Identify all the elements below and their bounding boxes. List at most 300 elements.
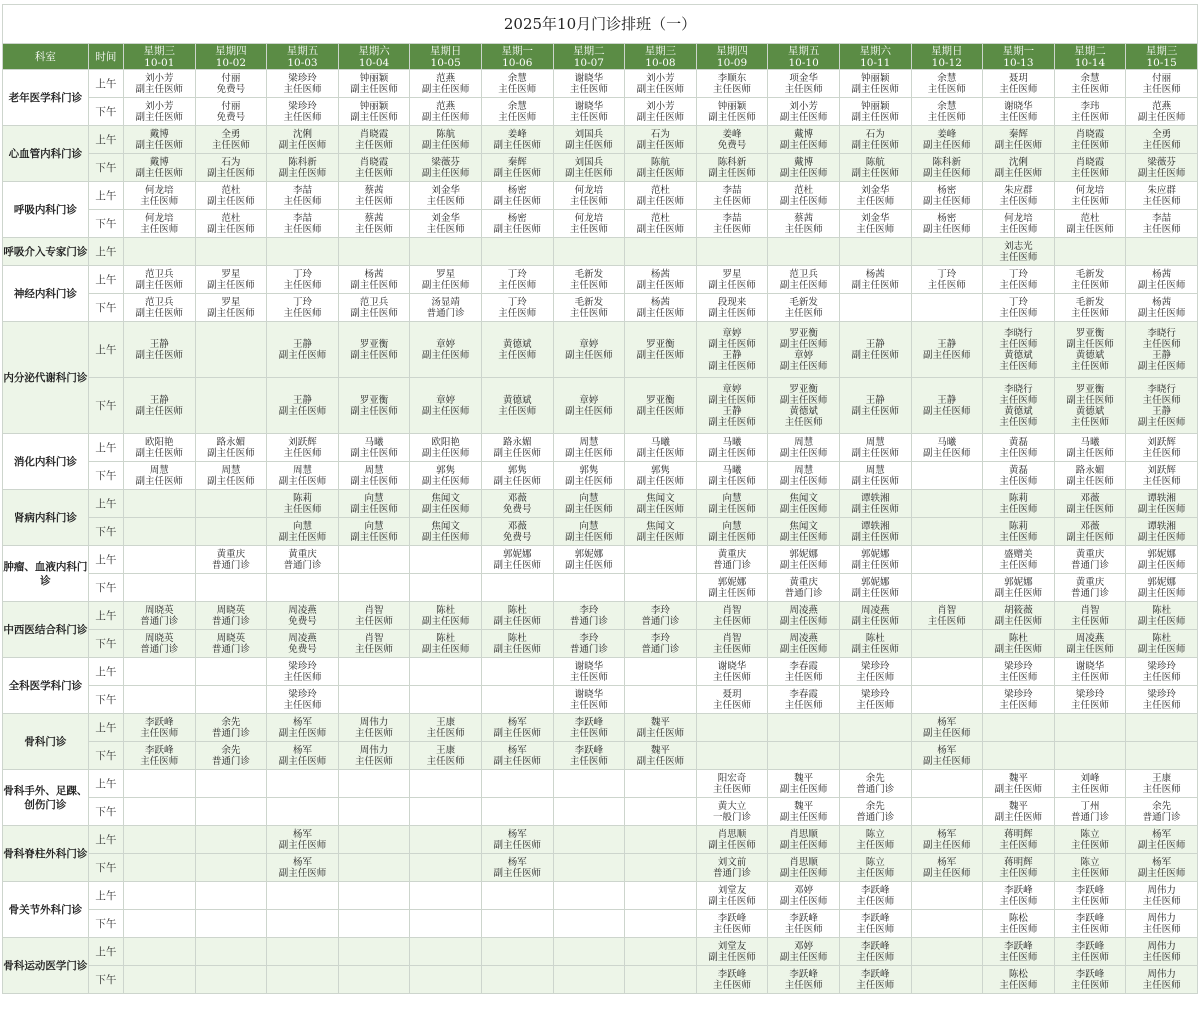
schedule-cell — [553, 266, 625, 294]
schedule-cell — [768, 266, 840, 294]
doctor-entry: 全勇 主任医师 — [1142, 128, 1181, 151]
header-weekday: 星期四 — [215, 44, 247, 57]
schedule-cell — [410, 910, 482, 938]
doctor-entry: 钟丽颖 副主任医师 — [851, 100, 899, 123]
doctor-entry: 罗亚衡 副主任医师 — [350, 394, 398, 417]
doctor-entry: 章婷 副主任医师 — [565, 338, 613, 361]
doctor-entry: 罗亚衡 副主任医师 — [636, 394, 685, 417]
schedule-cell — [553, 434, 625, 462]
header-weekday: 星期五 — [286, 44, 319, 57]
doctor-entry: 陈科新 副主任医师 — [278, 156, 327, 179]
schedule-cell — [195, 266, 267, 294]
doctor-entry: 郭妮娜 副主任医师 — [1137, 576, 1186, 599]
doctor-entry: 肖思顺 副主任医师 — [779, 856, 828, 879]
schedule-cell — [1054, 574, 1126, 602]
doctor-entry: 李跃峰 主任医师 — [569, 716, 608, 739]
schedule-cell — [1126, 966, 1198, 994]
schedule-cell — [1126, 70, 1198, 98]
schedule-cell — [983, 322, 1055, 378]
schedule-cell — [768, 294, 840, 322]
schedule-cell — [839, 434, 911, 462]
schedule-cell — [338, 490, 410, 518]
doctor-entry: 杨军 副主任医师 — [278, 744, 327, 767]
schedule-cell — [553, 686, 625, 714]
doctor-entry: 余先 普通门诊 — [856, 800, 895, 823]
schedule-cell — [195, 854, 267, 882]
schedule-cell — [983, 798, 1055, 826]
doctor-entry: 刘堂友 副主任医师 — [708, 940, 756, 963]
schedule-cell — [123, 266, 195, 294]
schedule-cell — [911, 378, 983, 434]
table-row — [3, 238, 1198, 266]
schedule-cell — [267, 966, 339, 994]
doctor-entry: 邓婷 副主任医师 — [779, 940, 828, 963]
schedule-cell — [1054, 742, 1126, 770]
doctor-entry: 邓薇 副主任医师 — [1066, 492, 1114, 515]
schedule-cell — [553, 882, 625, 910]
schedule-cell — [267, 126, 339, 154]
doctor-entry: 李跃峰 主任医师 — [140, 716, 179, 739]
header-day — [267, 44, 339, 70]
time-slot: 下午 — [88, 910, 123, 938]
doctor-entry: 黄重庆 普通门诊 — [283, 548, 322, 571]
schedule-cell — [481, 854, 553, 882]
schedule-cell — [553, 910, 625, 938]
header-date: 10-11 — [860, 56, 891, 69]
schedule-cell — [481, 966, 553, 994]
header-day — [195, 44, 267, 70]
schedule-cell — [267, 770, 339, 798]
doctor-entry: 丁州 普通门诊 — [1070, 800, 1109, 823]
schedule-cell — [338, 826, 410, 854]
doctor-entry: 朱应群 主任医师 — [999, 184, 1038, 207]
doctor-entry: 陈杜 副主任医师 — [1137, 604, 1186, 627]
table-row — [3, 714, 1198, 742]
doctor-entry: 肖晓霞 主任医师 — [355, 156, 394, 179]
schedule-cell — [1054, 882, 1126, 910]
schedule-cell — [1126, 770, 1198, 798]
doctor-entry: 范杜 副主任医师 — [636, 212, 685, 235]
schedule-cell — [911, 686, 983, 714]
doctor-entry: 杨茜 副主任医师 — [1137, 296, 1186, 319]
schedule-cell — [553, 154, 625, 182]
schedule-cell — [267, 798, 339, 826]
header-date: 10-09 — [716, 56, 748, 69]
schedule-cell — [911, 770, 983, 798]
doctor-entry: 李春霞 主任医师 — [784, 660, 823, 683]
doctor-entry: 肖智 主任医师 — [355, 604, 394, 627]
schedule-cell — [123, 574, 195, 602]
schedule-cell — [123, 518, 195, 546]
schedule-cell — [481, 658, 553, 686]
doctor-entry: 余慧 主任医师 — [498, 72, 537, 95]
schedule-cell — [1126, 798, 1198, 826]
schedule-cell — [553, 854, 625, 882]
schedule-cell — [553, 182, 625, 210]
schedule-cell — [1054, 126, 1126, 154]
doctor-entry: 周凌燕 免费号 — [288, 632, 317, 655]
doctor-entry: 周晓英 普通门诊 — [211, 604, 250, 627]
schedule-cell — [625, 126, 697, 154]
schedule-cell — [839, 294, 911, 322]
schedule-cell — [911, 210, 983, 238]
schedule-cell — [768, 714, 840, 742]
schedule-cell — [338, 714, 410, 742]
header-date: 10-08 — [645, 56, 676, 69]
doctor-entry: 余慧 主任医师 — [498, 100, 537, 123]
schedule-cell — [1126, 910, 1198, 938]
department-name: 呼吸介入专家门诊 — [3, 238, 89, 266]
table-row — [3, 966, 1198, 994]
schedule-cell — [768, 434, 840, 462]
schedule-cell — [481, 154, 553, 182]
table-row — [3, 854, 1198, 882]
doctor-entry: 余先 普通门诊 — [211, 716, 250, 739]
doctor-entry: 梁珍玲 主任医师 — [856, 688, 895, 711]
table-row — [3, 546, 1198, 574]
schedule-cell — [338, 154, 410, 182]
schedule-cell — [338, 882, 410, 910]
schedule-cell — [839, 210, 911, 238]
doctor-entry: 毛新发 主任医师 — [569, 268, 608, 291]
schedule-cell — [410, 546, 482, 574]
schedule-cell — [553, 742, 625, 770]
schedule-cell — [839, 742, 911, 770]
schedule-cell — [1054, 322, 1126, 378]
time-slot: 上午 — [88, 182, 123, 210]
schedule-cell — [481, 742, 553, 770]
schedule-cell — [1054, 826, 1126, 854]
schedule-cell — [123, 378, 195, 434]
doctor-entry: 罗亚衡 副主任医师 — [350, 338, 398, 361]
doctor-entry: 何龙培 主任医师 — [999, 212, 1038, 235]
schedule-cell — [1126, 434, 1198, 462]
doctor-entry: 秦辉 副主任医师 — [994, 128, 1043, 151]
schedule-cell — [911, 294, 983, 322]
doctor-entry: 范卫兵 副主任医师 — [135, 296, 184, 319]
schedule-cell — [481, 266, 553, 294]
time-slot: 上午 — [88, 266, 123, 294]
schedule-cell — [553, 966, 625, 994]
schedule-cell — [983, 658, 1055, 686]
schedule-cell — [123, 630, 195, 658]
schedule-cell — [625, 182, 697, 210]
doctor-entry: 郭隽 副主任医师 — [421, 464, 470, 487]
doctor-entry: 范卫兵 副主任医师 — [135, 268, 184, 291]
schedule-cell — [696, 238, 768, 266]
doctor-entry: 黄重庆 普通门诊 — [784, 576, 823, 599]
schedule-cell — [1054, 238, 1126, 266]
schedule-cell — [625, 210, 697, 238]
doctor-entry: 陈立 主任医师 — [1070, 856, 1109, 879]
schedule-cell — [195, 434, 267, 462]
schedule-cell — [123, 210, 195, 238]
schedule-cell — [696, 434, 768, 462]
schedule-cell — [553, 210, 625, 238]
schedule-cell — [983, 742, 1055, 770]
department-name: 老年医学科门诊 — [3, 70, 89, 126]
table-row — [3, 630, 1198, 658]
schedule-cell — [338, 434, 410, 462]
doctor-entry: 焦闻文 副主任医师 — [779, 492, 828, 515]
schedule-cell — [410, 770, 482, 798]
department-name: 呼吸内科门诊 — [3, 182, 89, 238]
schedule-cell — [696, 98, 768, 126]
schedule-cell — [768, 490, 840, 518]
doctor-entry: 周慧 副主任医师 — [350, 464, 398, 487]
schedule-cell — [1126, 210, 1198, 238]
table-row — [3, 182, 1198, 210]
doctor-entry: 李跃峰 主任医师 — [1070, 968, 1109, 991]
doctor-entry: 梁薇芬 副主任医师 — [421, 156, 470, 179]
time-slot: 下午 — [88, 518, 123, 546]
schedule-cell — [338, 602, 410, 630]
schedule-cell — [696, 182, 768, 210]
doctor-entry: 余先 普通门诊 — [211, 744, 250, 767]
doctor-entry: 陈莉 主任医师 — [999, 492, 1038, 515]
schedule-cell — [839, 238, 911, 266]
schedule-cell — [267, 630, 339, 658]
schedule-cell — [1126, 714, 1198, 742]
schedule-cell — [481, 574, 553, 602]
schedule-cell — [553, 826, 625, 854]
doctor-entry: 戴博 副主任医师 — [135, 156, 184, 179]
doctor-entry: 章婷 副主任医师 — [708, 383, 756, 406]
doctor-entry: 沈俐 副主任医师 — [994, 156, 1043, 179]
schedule-cell — [696, 294, 768, 322]
doctor-entry: 梁薇芬 副主任医师 — [1137, 156, 1186, 179]
schedule-cell — [983, 182, 1055, 210]
schedule-cell — [123, 910, 195, 938]
schedule-cell — [410, 602, 482, 630]
doctor-entry: 邓薇 免费号 — [502, 492, 532, 515]
schedule-cell — [481, 882, 553, 910]
schedule-cell — [1126, 602, 1198, 630]
schedule-cell — [625, 294, 697, 322]
schedule-cell — [983, 966, 1055, 994]
header-day — [553, 44, 625, 70]
doctor-entry: 郭妮娜 副主任医师 — [493, 548, 541, 571]
schedule-cell — [625, 826, 697, 854]
schedule-cell — [410, 98, 482, 126]
schedule-cell — [195, 770, 267, 798]
schedule-cell — [839, 182, 911, 210]
schedule-cell — [696, 938, 768, 966]
schedule-cell — [1054, 770, 1126, 798]
schedule-cell — [625, 574, 697, 602]
schedule-cell — [410, 798, 482, 826]
schedule-cell — [1126, 546, 1198, 574]
doctor-entry: 王静 副主任医师 — [1137, 349, 1186, 372]
schedule-cell — [1126, 378, 1198, 434]
doctor-entry: 李跃峰 主任医师 — [569, 744, 608, 767]
header-day — [481, 44, 553, 70]
schedule-cell — [768, 238, 840, 266]
doctor-entry: 何龙培 主任医师 — [569, 212, 608, 235]
doctor-entry: 杨密 副主任医师 — [923, 212, 971, 235]
doctor-entry: 余先 普通门诊 — [1142, 800, 1181, 823]
schedule-cell — [410, 70, 482, 98]
doctor-entry: 石为 副主任医师 — [207, 156, 255, 179]
schedule-cell — [410, 182, 482, 210]
table-row — [3, 826, 1198, 854]
doctor-entry: 石为 副主任医师 — [636, 128, 685, 151]
schedule-cell — [553, 770, 625, 798]
schedule-cell — [267, 294, 339, 322]
schedule-cell — [481, 910, 553, 938]
doctor-entry: 杨军 副主任医师 — [278, 828, 327, 851]
schedule-cell — [338, 462, 410, 490]
schedule-cell — [983, 714, 1055, 742]
schedule-cell — [481, 322, 553, 378]
doctor-entry: 何龙培 主任医师 — [1070, 184, 1109, 207]
schedule-cell — [696, 154, 768, 182]
doctor-entry: 陈杜 副主任医师 — [851, 632, 899, 655]
doctor-entry: 陈松 主任医师 — [999, 968, 1038, 991]
doctor-entry: 魏平 副主任医师 — [779, 800, 828, 823]
doctor-entry: 罗星 副主任医师 — [421, 268, 470, 291]
doctor-entry: 丁玲 主任医师 — [999, 268, 1038, 291]
doctor-entry: 毛新发 主任医师 — [1070, 268, 1109, 291]
schedule-cell — [911, 826, 983, 854]
table-row — [3, 462, 1198, 490]
doctor-entry: 梁珍玲 主任医师 — [283, 688, 322, 711]
header-weekday: 星期三 — [1145, 44, 1178, 57]
doctor-entry: 周伟力 主任医师 — [1142, 968, 1181, 991]
schedule-cell — [267, 882, 339, 910]
doctor-entry: 刘小芳 副主任医师 — [135, 72, 184, 95]
schedule-cell — [983, 210, 1055, 238]
schedule-cell — [839, 630, 911, 658]
doctor-entry: 路永媚 副主任医师 — [1066, 464, 1114, 487]
table-row — [3, 574, 1198, 602]
doctor-entry: 杨军 副主任医师 — [493, 744, 541, 767]
schedule-cell — [267, 910, 339, 938]
schedule-cell — [983, 378, 1055, 434]
schedule-cell — [481, 70, 553, 98]
doctor-entry: 王康 主任医师 — [1142, 772, 1181, 795]
doctor-entry: 向慧 副主任医师 — [565, 520, 613, 543]
doctor-entry: 谢晓华 主任医师 — [569, 688, 608, 711]
doctor-entry: 胡筱薇 副主任医师 — [994, 604, 1043, 627]
schedule-cell — [696, 602, 768, 630]
doctor-entry: 周伟力 主任医师 — [355, 716, 394, 739]
schedule-cell — [696, 714, 768, 742]
schedule-cell — [1126, 574, 1198, 602]
schedule-cell — [768, 126, 840, 154]
time-slot: 上午 — [88, 322, 123, 378]
doctor-entry: 刘金华 主任医师 — [426, 184, 465, 207]
doctor-entry: 谢晓华 主任医师 — [569, 660, 608, 683]
header-day — [768, 44, 840, 70]
schedule-cell — [338, 798, 410, 826]
schedule-cell — [839, 70, 911, 98]
schedule-cell — [911, 574, 983, 602]
schedule-cell — [1054, 98, 1126, 126]
doctor-entry: 李玮 主任医师 — [1070, 100, 1109, 123]
schedule-cell — [195, 938, 267, 966]
doctor-entry: 欧阳艳 副主任医师 — [421, 436, 470, 459]
schedule-cell — [911, 490, 983, 518]
doctor-entry: 余慧 主任医师 — [1070, 72, 1109, 95]
schedule-cell — [1054, 518, 1126, 546]
schedule-cell — [410, 854, 482, 882]
schedule-cell — [123, 98, 195, 126]
header-day — [839, 44, 911, 70]
schedule-cell — [481, 434, 553, 462]
doctor-entry: 向慧 副主任医师 — [350, 520, 398, 543]
doctor-entry: 李喆 主任医师 — [713, 184, 752, 207]
department-name: 中西医结合科门诊 — [3, 602, 89, 658]
doctor-entry: 谭轶湘 副主任医师 — [1137, 520, 1186, 543]
schedule-cell — [911, 266, 983, 294]
doctor-entry: 向慧 副主任医师 — [350, 492, 398, 515]
doctor-entry: 陈杜 副主任医师 — [493, 632, 541, 655]
schedule-cell — [983, 630, 1055, 658]
doctor-entry: 杨军 副主任医师 — [278, 856, 327, 879]
doctor-entry: 杨军 副主任医师 — [493, 856, 541, 879]
doctor-entry: 郭妮娜 副主任医师 — [779, 548, 828, 571]
header-dept: 科室 — [3, 44, 89, 70]
doctor-entry: 李顺东 主任医师 — [713, 72, 752, 95]
schedule-cell — [1054, 70, 1126, 98]
doctor-entry: 盛赠美 主任医师 — [999, 548, 1038, 571]
schedule-cell — [839, 686, 911, 714]
doctor-entry: 谢晓华 主任医师 — [999, 100, 1038, 123]
doctor-entry: 魏平 副主任医师 — [636, 744, 685, 767]
doctor-entry: 王静 副主任医师 — [923, 338, 971, 361]
schedule-cell — [338, 294, 410, 322]
schedule-cell — [481, 686, 553, 714]
schedule-cell — [1054, 714, 1126, 742]
schedule-cell — [267, 182, 339, 210]
header-day — [1126, 44, 1198, 70]
schedule-cell — [123, 126, 195, 154]
table-row — [3, 294, 1198, 322]
schedule-cell — [625, 602, 697, 630]
doctor-entry: 陈杜 副主任医师 — [421, 632, 470, 655]
schedule-cell — [911, 798, 983, 826]
schedule-cell — [195, 322, 267, 378]
doctor-entry: 李跃峰 主任医师 — [856, 968, 895, 991]
doctor-entry: 沈俐 副主任医师 — [278, 128, 327, 151]
schedule-cell — [410, 266, 482, 294]
doctor-entry: 郭隽 副主任医师 — [565, 464, 613, 487]
schedule-cell — [267, 546, 339, 574]
table-row — [3, 742, 1198, 770]
header-date: 10-15 — [1146, 56, 1177, 69]
schedule-cell — [267, 686, 339, 714]
header-day — [1054, 44, 1126, 70]
doctor-entry: 罗亚衡 副主任医师 — [779, 383, 828, 406]
schedule-cell — [1054, 434, 1126, 462]
doctor-entry: 梁珍玲 主任医师 — [999, 660, 1038, 683]
doctor-entry: 梁珍玲 主任医师 — [283, 100, 322, 123]
header-day — [983, 44, 1055, 70]
schedule-cell — [195, 966, 267, 994]
doctor-entry: 王静 副主任医师 — [851, 338, 899, 361]
schedule-cell — [768, 770, 840, 798]
schedule-page — [2, 4, 1198, 994]
doctor-entry: 丁玲 主任医师 — [283, 268, 322, 291]
schedule-cell — [911, 854, 983, 882]
doctor-entry: 路永媚 副主任医师 — [207, 436, 255, 459]
schedule-cell — [410, 742, 482, 770]
schedule-cell — [553, 294, 625, 322]
doctor-entry: 李春霞 主任医师 — [784, 688, 823, 711]
doctor-entry: 章婷 副主任医师 — [708, 327, 756, 350]
doctor-entry: 李喆 主任医师 — [283, 184, 322, 207]
